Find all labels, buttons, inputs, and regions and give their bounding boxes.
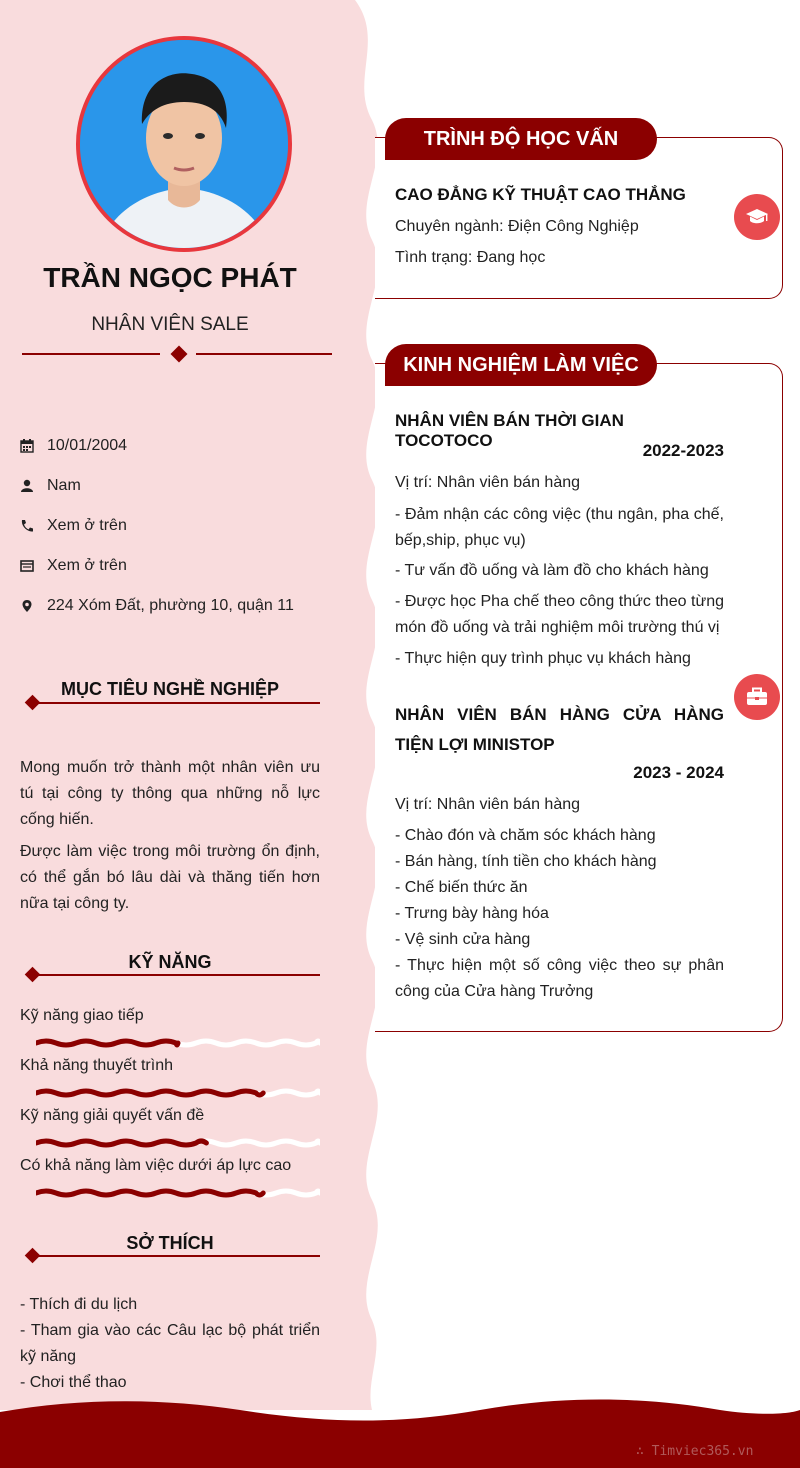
skill-bar-fill <box>36 1041 178 1045</box>
contact-birthday <box>20 437 127 455</box>
profile-role: NHÂN VIÊN SALE <box>91 314 249 335</box>
contact-phone <box>20 517 127 535</box>
portrait-image <box>80 40 288 248</box>
skill-label: Có khả năng làm việc dưới áp lực cao <box>20 1157 292 1174</box>
job-2-duty: - Chế biến thức ăn <box>395 879 528 896</box>
job-1-duty: - Tư vấn đồ uống và làm đồ cho khách hàng <box>395 562 709 579</box>
job-2-duty: - Thực hiện một số công việc theo sự phân công của Cửa hàng Trưởng <box>395 957 724 1000</box>
contact-birthday-text: 10/01/2004 <box>47 437 128 454</box>
phone-icon <box>20 519 34 533</box>
location-icon <box>20 599 34 613</box>
contact-gender-text: Nam <box>47 477 81 494</box>
skill-label: Khả năng thuyết trình <box>20 1057 173 1074</box>
job-2-duty: - Vệ sinh cửa hàng <box>395 931 531 948</box>
objective-paragraph-1: Mong muốn trở thành một nhân viên ưu tú tại công ty thông qua những nỗ lực cống hiến. <box>20 759 320 828</box>
contact-phone-text: Xem ở trên <box>47 517 127 534</box>
avatar <box>76 36 292 252</box>
skills-line <box>38 974 320 976</box>
email-icon <box>20 559 34 573</box>
skill-level-bar <box>36 1187 320 1199</box>
skill-label: Kỹ năng giao tiếp <box>20 1007 144 1024</box>
hobbies-line <box>38 1255 320 1257</box>
skill-level-bar <box>36 1137 320 1149</box>
job-1-company: NHÂN VIÊN BÁN THỜI GIAN TOCOTOCO <box>395 411 624 450</box>
job-1-duty: - Đảm nhận các công việc (thu ngân, pha chế, bếp,ship, phục vụ) <box>395 506 724 549</box>
education-major: Chuyên ngành: Điện Công Nghiệp <box>395 218 639 235</box>
briefcase-icon <box>746 687 768 707</box>
objective-paragraph-2: Được làm việc trong môi trường ổn định, có thể gắn bó lâu dài và thăng tiến hơn nữa tại công ty. <box>20 843 320 912</box>
hobby-item: - Thích đi du lịch <box>20 1296 138 1313</box>
skill-label: Kỹ năng giải quyết vấn đề <box>20 1107 205 1124</box>
job-1-position: Vị trí: Nhân viên bán hàng <box>395 474 581 491</box>
contact-email <box>20 557 127 575</box>
experience-title: KINH NGHIỆM LÀM VIỆC <box>385 344 657 386</box>
user-icon <box>20 479 34 493</box>
skill-bar-fill <box>36 1191 263 1195</box>
contact-email-text: Xem ở trên <box>47 557 127 574</box>
contact-address <box>20 597 294 615</box>
objective-line <box>38 702 320 704</box>
skill-level-bar <box>36 1037 320 1049</box>
hobby-item: - Chơi thể thao <box>20 1374 127 1391</box>
job-2-duty: - Chào đón và chăm sóc khách hàng <box>395 827 656 844</box>
skill-level-bar <box>36 1087 320 1099</box>
job-1-duty: - Thực hiện quy trình phục vụ khách hàng <box>395 650 691 667</box>
job-2-duty: - Trưng bày hàng hóa <box>395 905 549 922</box>
contact-address-text: 224 Xóm Đất, phường 10, quận 11 <box>47 597 294 614</box>
contact-gender <box>20 477 81 495</box>
skill-bar-fill <box>36 1141 206 1145</box>
name-divider-right <box>196 353 332 355</box>
education-title: TRÌNH ĐỘ HỌC VẤN <box>385 118 657 160</box>
hobby-item: - Tham gia vào các Câu lạc bộ phát triển kỹ năng <box>20 1322 320 1365</box>
graduation-cap-icon <box>745 207 769 227</box>
job-1-duty: - Được học Pha chế theo công thức theo từng món đồ uống và trải nghiệm môi trường thú vị <box>395 593 724 636</box>
job-2-position: Vị trí: Nhân viên bán hàng <box>395 796 581 813</box>
job-1-period: 2022-2023 <box>642 441 724 460</box>
job-2-duty: - Bán hàng, tính tiền cho khách hàng <box>395 853 657 870</box>
job-2-company: NHÂN VIÊN BÁN HÀNG CỬA HÀNG TIỆN LỢI MINISTOP <box>395 705 724 754</box>
footer-watermark: ∴ Timviec365.vn <box>636 1444 754 1459</box>
job-2-period: 2023 - 2024 <box>633 763 724 782</box>
calendar-icon <box>20 439 34 453</box>
profile-name: TRẦN NGỌC PHÁT <box>43 262 297 293</box>
experience-icon-badge <box>734 674 780 720</box>
education-status: Tình trạng: Đang học <box>395 249 546 266</box>
education-icon-badge <box>734 194 780 240</box>
skill-bar-fill <box>36 1091 263 1095</box>
objective-title: MỤC TIÊU NGHỀ NGHIỆP <box>60 679 279 699</box>
hobbies-title: SỞ THÍCH <box>126 1233 214 1253</box>
name-divider-left <box>22 353 160 355</box>
education-school: CAO ĐẲNG KỸ THUẬT CAO THẮNG <box>395 185 686 204</box>
skills-title: KỸ NĂNG <box>128 952 212 972</box>
